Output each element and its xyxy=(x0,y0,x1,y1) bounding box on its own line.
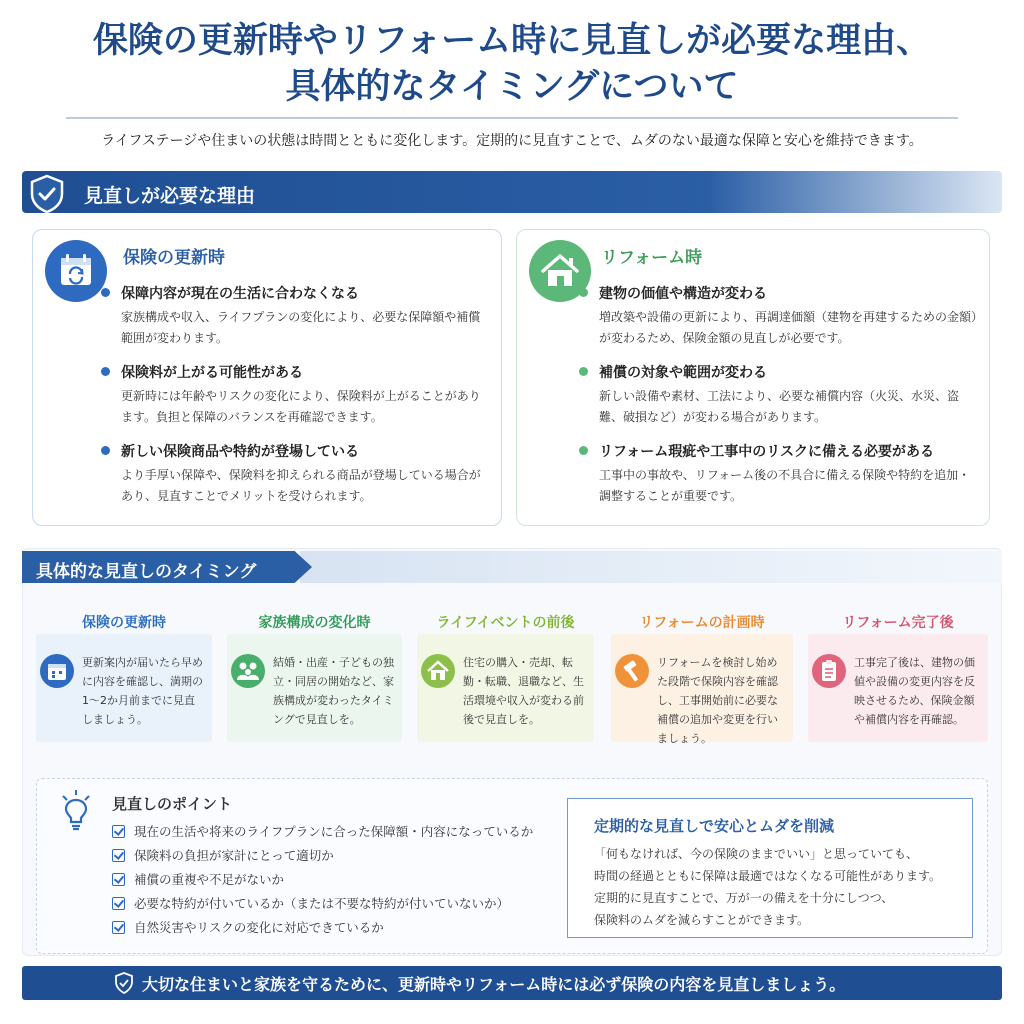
note-line: 定期的に見直すことで、万が一の備えを十分にしつつ、 xyxy=(594,891,894,905)
timing-card xyxy=(227,634,402,742)
checklist-item xyxy=(112,846,533,870)
timing-card-text: 住宅の購入・売却、転勤・転職、退職など、生活環境や収入が変わる前後で見直しを。 xyxy=(463,656,584,726)
reason-text: 増改築や設備の更新により、再調達価額（建物を再建するための金額）が変わるため、保険金額の見直しが必要です。 xyxy=(599,310,978,345)
checkbox-checked-icon xyxy=(112,825,125,838)
clipboard-icon xyxy=(812,654,846,688)
checklist-text: 必要な特約が付いているか（または不要な特約が付いていないか） xyxy=(134,896,510,911)
family-icon xyxy=(231,654,265,688)
note-line: 「何もなければ、今の保険のままでいい」と思っていても、 xyxy=(594,847,919,861)
reform-card-title: リフォーム時 xyxy=(601,248,703,268)
shield-check-icon xyxy=(22,172,72,216)
calendar-refresh-icon xyxy=(45,240,107,302)
reason-heading: 補償の対象や範囲が変わる xyxy=(599,362,979,382)
reason-text: 新しい設備や素材、工法により、必要な補償内容（火災、水災、盗難、破損など）が変わる場合があります。 xyxy=(599,389,960,424)
timing-card-text: 更新案内が届いたら早めに内容を確認し、満期の1〜2か月前までに見直しましょう。 xyxy=(82,656,203,726)
footer-message: 大切な住まいと家族を守るために、更新時やリフォーム時には必ず保険の内容を見直しましょう。 xyxy=(142,975,846,994)
checklist-text: 保険料の負担が家計にとって適切か xyxy=(134,848,334,863)
timing-heading: 具体的な見直しのタイミング xyxy=(36,562,257,582)
page-title xyxy=(0,18,1024,110)
checklist-text: 自然災害やリスクの変化に対応できているか xyxy=(134,920,384,935)
note-text xyxy=(594,843,964,931)
reason-heading: リフォーム瑕疵や工事中のリスクに備える必要がある xyxy=(599,441,979,461)
timing-column-title: 家族構成の変化時 xyxy=(258,615,371,631)
timing-card xyxy=(36,634,212,742)
timing-column-title: リフォーム完了後 xyxy=(842,615,954,631)
note-title: 定期的な見直しで安心とムダを削減 xyxy=(594,817,835,835)
checklist-text: 現在の生活や将来のライフプランに合った保障額・内容になっているか xyxy=(134,824,534,839)
checklist-item xyxy=(112,918,533,942)
calendar-icon xyxy=(40,654,74,688)
reason-heading: 保障内容が現在の生活に合わなくなる xyxy=(121,283,491,303)
shield-icon xyxy=(114,972,134,994)
reason-text: 工事中の事故や、リフォーム後の不具合に備える保険や特約を追加・調整することが重要です。 xyxy=(599,468,971,503)
summary-note-box xyxy=(567,798,973,938)
checklist-item xyxy=(112,822,533,846)
checkbox-checked-icon xyxy=(112,849,125,862)
reason-text: より手厚い保障や、保険料を抑えられる商品が登場している場合があり、見直すことでメリットを受けられます。 xyxy=(121,468,481,503)
points-checklist xyxy=(112,822,533,942)
reform-reason-item xyxy=(599,362,979,428)
renewal-reason-item xyxy=(121,362,491,428)
checkbox-checked-icon xyxy=(112,873,125,886)
checkbox-checked-icon xyxy=(112,897,125,910)
reform-reason-card xyxy=(516,229,990,526)
checkbox-checked-icon xyxy=(112,921,125,934)
timing-banner-strip xyxy=(300,551,1002,583)
reasons-heading: 見直しが必要な理由 xyxy=(84,185,256,207)
renewal-card-title: 保険の更新時 xyxy=(123,248,225,268)
note-line: 保険料のムダを減らすことができます。 xyxy=(594,913,810,927)
points-title: 見直しのポイント xyxy=(112,795,233,813)
timing-column-title: ライフイベントの前後 xyxy=(436,615,575,631)
checklist-text: 補償の重複や不足がないか xyxy=(134,872,285,887)
page-title-line1: 保険の更新時やリフォーム時に見直しが必要な理由、 xyxy=(92,21,932,61)
timing-card-text: リフォームを検討し始めた段階で保険内容を確認し、工事開始前に必要な補償の追加や変更を行いましょう。 xyxy=(657,656,778,745)
reform-reason-item xyxy=(599,283,979,349)
lightbulb-icon xyxy=(58,788,94,832)
timing-card xyxy=(417,634,594,742)
renewal-reason-item xyxy=(121,441,491,507)
timing-column-title: 保険の更新時 xyxy=(82,615,166,631)
reform-reason-item xyxy=(599,441,979,507)
timing-card-text: 結婚・出産・子どもの独立・同居の開始など、家族構成が変わったタイミングで見直しを。 xyxy=(273,656,394,726)
renewal-reason-item xyxy=(121,283,491,349)
checklist-item xyxy=(112,870,533,894)
page-title-line2: 具体的なタイミングについて xyxy=(285,67,739,107)
renewal-reason-card xyxy=(32,229,502,526)
reason-heading: 保険料が上がる可能性がある xyxy=(121,362,491,382)
house-icon xyxy=(421,654,455,688)
reason-text: 家族構成や収入、ライフプランの変化により、必要な保障額や補償範囲が変わります。 xyxy=(121,310,481,345)
timing-card-text: 工事完了後は、建物の価値や設備の変更内容を反映させるため、保険金額や補償内容を再確認。 xyxy=(854,656,975,726)
reason-text: 更新時には年齢やリスクの変化により、保険料が上がることがあります。負担と保障のバランスを再確認できます。 xyxy=(121,389,481,424)
note-line: 時間の経過とともに保障は最適ではなくなる可能性があります。 xyxy=(594,869,942,883)
reason-heading: 新しい保険商品や特約が登場している xyxy=(121,441,491,461)
timing-column-title: リフォームの計画時 xyxy=(639,615,765,631)
checklist-item xyxy=(112,894,533,918)
timing-card xyxy=(611,634,793,745)
title-divider xyxy=(66,117,958,119)
intro-text: ライフステージや住まいの状態は時間とともに変化します。定期的に見直すことで、ムダのない最適な保障と安心を維持できます。 xyxy=(101,133,923,149)
reason-heading: 建物の価値や構造が変わる xyxy=(599,283,979,303)
hammer-icon xyxy=(615,654,649,688)
timing-card xyxy=(808,634,988,742)
